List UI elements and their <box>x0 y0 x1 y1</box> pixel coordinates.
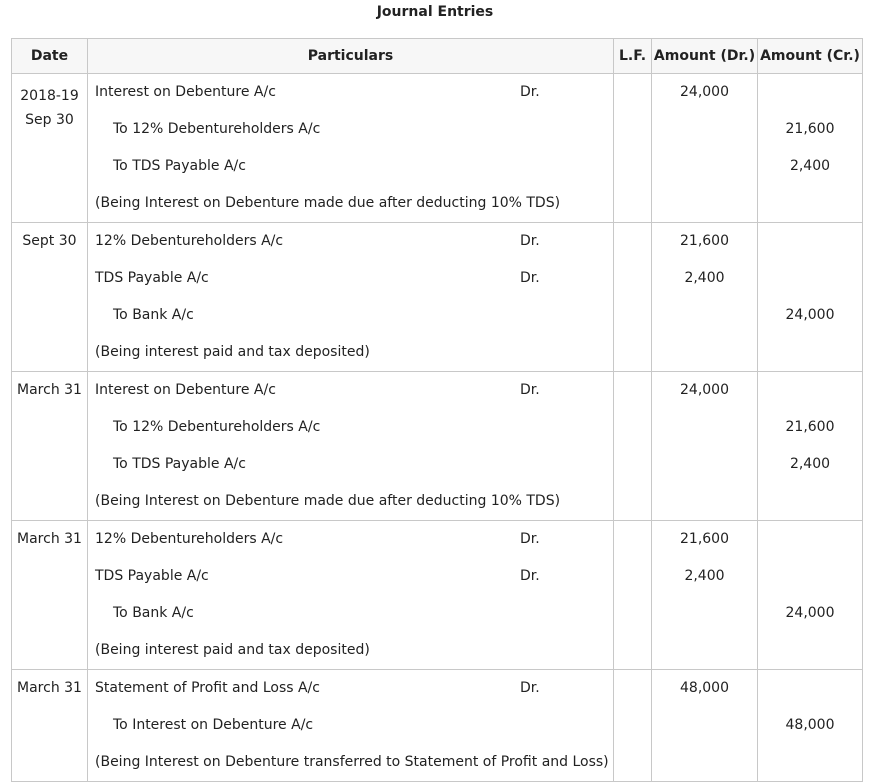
entry-particulars <box>88 223 614 372</box>
entry-credit <box>758 74 863 223</box>
header-particulars: Particulars <box>88 39 614 74</box>
header-debit: Amount (Dr.) <box>652 39 758 74</box>
entry-date <box>12 521 88 670</box>
credit-amount: 21,600 <box>785 419 835 435</box>
narration-line <box>88 185 613 222</box>
dr-marker: Dr. <box>520 531 540 547</box>
credit-amount <box>758 185 862 222</box>
journal-table <box>11 38 863 782</box>
debit-amount <box>652 148 757 185</box>
journal-entry-row <box>12 372 863 521</box>
entry-lf <box>614 372 652 521</box>
account-text: (Being Interest on Debenture made due after deducting 10% TDS) <box>95 493 561 509</box>
debit-amount <box>652 707 757 744</box>
debit-amount: 2,400 <box>684 270 725 286</box>
debit-amount <box>652 632 757 669</box>
credit-amount <box>758 632 862 669</box>
entry-credit <box>758 521 863 670</box>
entry-credit <box>758 670 863 782</box>
debit-amount: 2,400 <box>684 568 725 584</box>
journal-entry-row <box>12 74 863 223</box>
account-text: 12% Debentureholders A/c <box>95 233 284 249</box>
account-line <box>88 74 613 111</box>
debit-amount: 24,000 <box>680 382 729 398</box>
dr-marker: Dr. <box>520 270 540 286</box>
entry-debit <box>652 670 758 782</box>
credit-amount: 2,400 <box>789 456 831 472</box>
entry-debit <box>652 74 758 223</box>
account-text: To Interest on Debenture A/c <box>113 717 314 733</box>
account-text: TDS Payable A/c <box>95 568 209 584</box>
narration-line <box>88 334 613 371</box>
entry-lf <box>614 670 652 782</box>
credit-amount: 24,000 <box>785 605 835 621</box>
account-line <box>88 223 613 260</box>
account-text: (Being Interest on Debenture transferred to Statement of Profit and Loss) <box>95 754 609 770</box>
credit-amount <box>758 372 862 409</box>
entry-date-text: March 31 <box>17 382 82 398</box>
debit-amount <box>652 446 757 483</box>
account-line <box>88 446 613 483</box>
account-text: Interest on Debenture A/c <box>95 382 276 398</box>
dr-marker: Dr. <box>520 382 540 398</box>
header-date: Date <box>12 39 88 74</box>
account-text: (Being interest paid and tax deposited) <box>95 642 370 658</box>
account-line <box>88 260 613 297</box>
entry-date-text: March 31 <box>17 680 82 696</box>
credit-amount: 21,600 <box>785 121 835 137</box>
credit-amount: 2,400 <box>789 158 831 174</box>
dr-marker: Dr. <box>520 233 540 249</box>
credit-amount <box>758 521 862 558</box>
debit-amount: 21,600 <box>680 531 729 547</box>
header-lf: L.F. <box>614 39 652 74</box>
entry-date-text: March 31 <box>17 531 82 547</box>
account-line <box>88 558 613 595</box>
account-line <box>88 372 613 409</box>
account-line <box>88 409 613 446</box>
account-text: To 12% Debentureholders A/c <box>113 419 321 435</box>
narration-line <box>88 744 613 781</box>
account-text: To 12% Debentureholders A/c <box>113 121 321 137</box>
entry-date <box>12 223 88 372</box>
journal-title: Journal Entries <box>376 4 494 20</box>
account-line <box>88 297 613 334</box>
narration-line <box>88 632 613 669</box>
entry-lf <box>614 521 652 670</box>
credit-amount <box>758 260 862 297</box>
account-line <box>88 670 613 707</box>
debit-amount <box>652 744 757 781</box>
entry-date <box>12 74 88 223</box>
entry-date-text: 2018-19 <box>20 88 79 104</box>
entry-credit <box>758 223 863 372</box>
account-text: Statement of Profit and Loss A/c <box>95 680 320 696</box>
credit-amount <box>758 334 862 371</box>
account-text: TDS Payable A/c <box>95 270 209 286</box>
entry-credit <box>758 372 863 521</box>
entry-particulars <box>88 74 614 223</box>
entry-particulars <box>88 670 614 782</box>
header-row <box>12 39 863 74</box>
account-text: To TDS Payable A/c <box>113 456 246 472</box>
debit-amount <box>652 185 757 222</box>
account-text: To TDS Payable A/c <box>113 158 246 174</box>
entry-date-text: Sept 30 <box>22 233 77 249</box>
debit-amount <box>652 334 757 371</box>
entry-lf <box>614 223 652 372</box>
account-line <box>88 111 613 148</box>
credit-amount <box>758 744 862 781</box>
debit-amount <box>652 595 757 632</box>
narration-line <box>88 483 613 520</box>
credit-amount: 48,000 <box>785 717 835 733</box>
journal-entry-row <box>12 670 863 782</box>
debit-amount: 21,600 <box>680 233 729 249</box>
dr-marker: Dr. <box>520 680 540 696</box>
account-text: To Bank A/c <box>113 307 194 323</box>
account-line <box>88 148 613 185</box>
dr-marker: Dr. <box>520 568 540 584</box>
entry-debit <box>652 521 758 670</box>
credit-amount: 24,000 <box>785 307 835 323</box>
entry-date <box>12 372 88 521</box>
credit-amount <box>758 558 862 595</box>
debit-amount <box>652 297 757 334</box>
debit-amount: 24,000 <box>680 84 729 100</box>
entry-date-text: Sep 30 <box>25 112 74 128</box>
account-line <box>88 595 613 632</box>
entry-debit <box>652 223 758 372</box>
account-text: To Bank A/c <box>113 605 194 621</box>
credit-amount <box>758 223 862 260</box>
credit-amount <box>758 670 862 707</box>
entry-particulars <box>88 521 614 670</box>
journal-entry-row <box>12 521 863 670</box>
account-line <box>88 521 613 558</box>
credit-amount <box>758 74 862 111</box>
dr-marker: Dr. <box>520 84 540 100</box>
account-text: 12% Debentureholders A/c <box>95 531 284 547</box>
entry-lf <box>614 74 652 223</box>
debit-amount <box>652 409 757 446</box>
entry-date <box>12 670 88 782</box>
journal-entry-row <box>12 223 863 372</box>
account-text: (Being Interest on Debenture made due after deducting 10% TDS) <box>95 195 561 211</box>
entry-particulars <box>88 372 614 521</box>
entry-debit <box>652 372 758 521</box>
debit-amount: 48,000 <box>680 680 729 696</box>
header-credit: Amount (Cr.) <box>758 39 863 74</box>
account-line <box>88 707 613 744</box>
debit-amount <box>652 483 757 520</box>
account-text: Interest on Debenture A/c <box>95 84 276 100</box>
credit-amount <box>758 483 862 520</box>
account-text: (Being interest paid and tax deposited) <box>95 344 370 360</box>
debit-amount <box>652 111 757 148</box>
